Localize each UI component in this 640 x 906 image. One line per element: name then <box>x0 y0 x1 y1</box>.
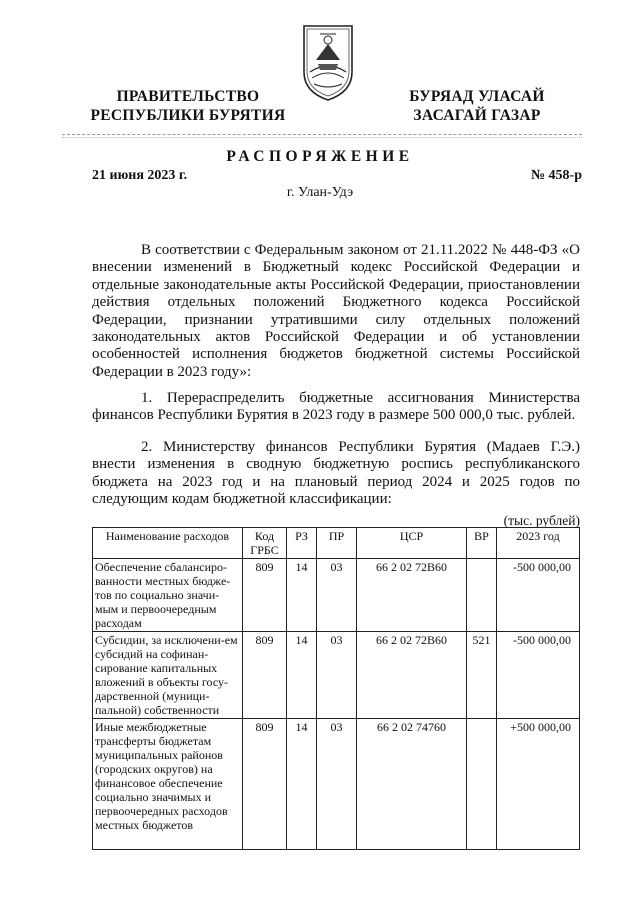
cell-csr: 66 2 02 74760 <box>357 719 467 850</box>
cell-rz: 14 <box>287 632 317 719</box>
paragraph-item-2 <box>92 439 580 509</box>
cell-vr <box>467 719 497 850</box>
cell-rz: 14 <box>287 559 317 632</box>
header-pr: ПР <box>317 528 357 559</box>
document-number: № 458-р <box>530 168 582 183</box>
cell-grbs: 809 <box>243 559 287 632</box>
cell-pr: 03 <box>317 559 357 632</box>
paragraph-text: 2. Министерству финансов Республики Бурятия (Мадаев Г.Э.) внести изменения в сводную бюджетную роспись республиканского бюджета на 2023 год и на плановый период 2024 и 2025 годов по следующим кодам бюджетной классификации: <box>92 439 580 508</box>
government-name-russian <box>78 87 298 125</box>
cell-grbs: 809 <box>243 719 287 850</box>
header-divider <box>62 134 582 135</box>
header-csr: ЦСР <box>357 528 467 559</box>
table-units: (тыс. рублей) <box>503 513 580 528</box>
org-line: ЗАСАГАЙ ГАЗАР <box>413 107 541 124</box>
org-line: БУРЯАД УЛАСАЙ <box>409 88 545 105</box>
header-divider <box>62 137 582 138</box>
table-row <box>93 632 580 719</box>
cell-vr: 521 <box>467 632 497 719</box>
paragraph-text: В соответствии с Федеральным законом от 21.11.2022 № 448-ФЗ «О внесении изменений в Бюджетный кодекс Российской Федерации и отдельные законодательные акты Российской Федерации, приостановлении действия отдельных положений Бюджетного кодекса Российской Федерации, признании утратившими силу отдельных положений законодательных актов Российской Федерации и об установлении особенностей исполнения бюджетов бюджетной системы Российской Федерации в 2023 году»: <box>92 242 580 380</box>
document-title: РАСПОРЯЖЕНИЕ <box>226 148 414 165</box>
header-grbs: Код ГРБС <box>243 528 287 559</box>
document-date: 21 июня 2023 г. <box>92 168 188 183</box>
cell-rz: 14 <box>287 719 317 850</box>
paragraph-item-1 <box>92 390 580 425</box>
paragraph-preamble <box>92 242 580 381</box>
budget-table <box>92 527 580 850</box>
cell-name: Иные межбюджетные трансферты бюджетам муниципальных районов (городских округов) на финансовое обеспечение социально значимых и первоочередных расходов местных бюджетов <box>93 719 243 850</box>
header-vr: ВР <box>467 528 497 559</box>
org-line: РЕСПУБЛИКИ БУРЯТИЯ <box>90 107 286 124</box>
cell-amount: +500 000,00 <box>497 719 580 850</box>
cell-name: Субсидии, за исключени-ем субсидий на софинан-сирование капитальных вложений в объекты госу-дарственной (муници-пальной) собственности <box>93 632 243 719</box>
paragraph-text: 1. Перераспределить бюджетные ассигнования Министерства финансов Республики Бурятия в 2023 году в размере 500 000,0 тыс. рублей. <box>92 390 580 424</box>
cell-vr <box>467 559 497 632</box>
cell-pr: 03 <box>317 719 357 850</box>
cell-amount: -500 000,00 <box>497 559 580 632</box>
cell-pr: 03 <box>317 632 357 719</box>
cell-name: Обеспечение сбалансиро-ванности местных бюдже-тов по социально значи-мым и первоочередным расходам <box>93 559 243 632</box>
table-row <box>93 719 580 850</box>
cell-csr: 66 2 02 72В60 <box>357 559 467 632</box>
cell-csr: 66 2 02 72В60 <box>357 632 467 719</box>
coat-of-arms-icon <box>300 20 356 104</box>
document-city: г. Улан-Удэ <box>286 185 354 200</box>
header-name: Наименование расходов <box>93 528 243 559</box>
header-rz: РЗ <box>287 528 317 559</box>
cell-amount: -500 000,00 <box>497 632 580 719</box>
table-header-row <box>93 528 580 559</box>
org-line: ПРАВИТЕЛЬСТВО <box>116 88 260 105</box>
table-row <box>93 559 580 632</box>
header-year: 2023 год <box>497 528 580 559</box>
government-name-buryat <box>392 87 562 125</box>
cell-grbs: 809 <box>243 632 287 719</box>
